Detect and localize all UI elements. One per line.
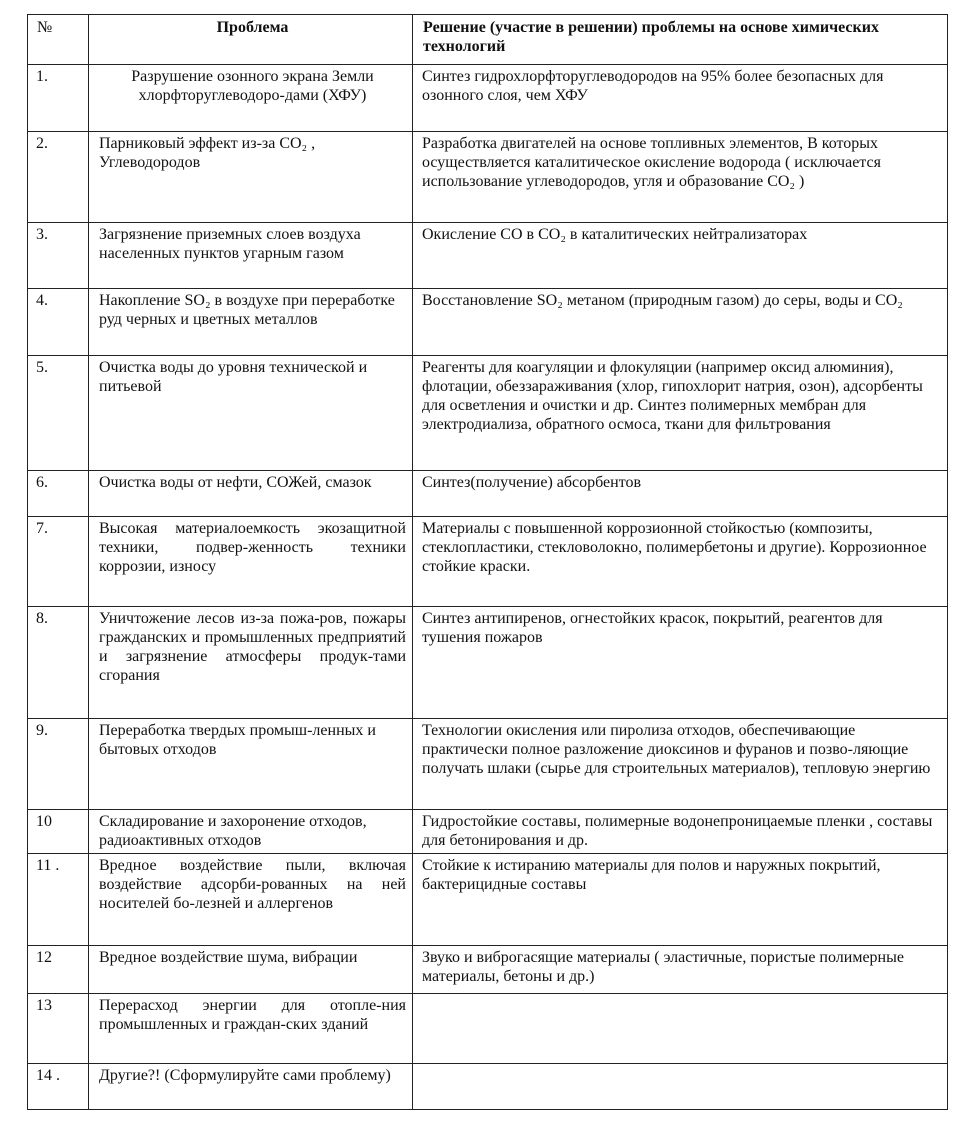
row-number: 8. (28, 607, 89, 719)
row-number: 10 (28, 810, 89, 854)
row-number: 6. (28, 471, 89, 517)
table-row (28, 854, 948, 946)
table-row (28, 65, 948, 132)
table-row (28, 994, 948, 1064)
row-solution: Синтез антипиренов, огнестойких красок, покрытий, реагентов для тушения пожаров (413, 607, 948, 719)
row-problem: Другие?! (Сформулируйте сами проблему) (89, 1064, 413, 1110)
row-solution: Материалы с повышенной коррозионной стойкостью (композиты, стеклопластики, стекловолокно, полимербетоны и другие). Коррозионное стойкие краски. (413, 517, 948, 607)
table-row (28, 289, 948, 356)
row-solution: Окисление CO в CO₂ в каталитических нейтрализаторах (413, 223, 948, 289)
row-number: 9. (28, 719, 89, 810)
header-row (28, 15, 948, 65)
row-problem: Складирование и захоронение отходов, радиоактивных отходов (89, 810, 413, 854)
row-number: 14 . (28, 1064, 89, 1110)
row-problem: Очистка воды от нефти, СОЖей, смазок (89, 471, 413, 517)
table-row (28, 810, 948, 854)
row-problem: Очистка воды до уровня технической и питьевой (89, 356, 413, 471)
row-number: 4. (28, 289, 89, 356)
row-problem: Высокая материалоемкость экозащитной техники, подвер-женность техники коррозии, износу (89, 517, 413, 607)
row-problem: Вредное воздействие шума, вибрации (89, 946, 413, 994)
table-row (28, 223, 948, 289)
table-row (28, 132, 948, 223)
row-problem: Накопление SO₂ в воздухе при переработке руд черных и цветных металлов (89, 289, 413, 356)
row-solution: Технологии окисления или пиролиза отходов, обеспечивающие практически полное разложение диоксинов и фуранов и позво-ляющие получать шлаки (сырье для строительных материалов), тепловую энергию (413, 719, 948, 810)
row-solution: Синтез(получение) абсорбентов (413, 471, 948, 517)
row-number: 13 (28, 994, 89, 1064)
row-problem: Перерасход энергии для отопле-ния промышленных и граждан-ских зданий (89, 994, 413, 1064)
header-solution: Решение (участие в решении) проблемы на основе химических технологий (413, 15, 948, 65)
header-problem: Проблема (89, 15, 413, 65)
table-row (28, 517, 948, 607)
row-solution: Синтез гидрохлорфторуглеводородов на 95% более безопасных для озонного слоя, чем ХФУ (413, 65, 948, 132)
document-page (27, 14, 947, 1110)
table-row (28, 946, 948, 994)
row-solution: Разработка двигателей на основе топливных элементов, В которых осуществляется каталитическое окисление водорода ( исключается использование углеводородов, угля и образование CO₂ ) (413, 132, 948, 223)
row-number: 12 (28, 946, 89, 994)
row-number: 2. (28, 132, 89, 223)
row-solution: Гидростойкие составы, полимерные водонепроницаемые пленки , составы для бетонирования и др. (413, 810, 948, 854)
table-row (28, 607, 948, 719)
row-problem: Разрушение озонного экрана Земли хлорфторуглеводоро-дами (ХФУ) (89, 65, 413, 132)
row-number: 11 . (28, 854, 89, 946)
row-number: 1. (28, 65, 89, 132)
row-number: 3. (28, 223, 89, 289)
table-row (28, 471, 948, 517)
row-problem: Загрязнение приземных слоев воздуха населенных пунктов угарным газом (89, 223, 413, 289)
row-solution (413, 994, 948, 1064)
row-number: 5. (28, 356, 89, 471)
row-solution: Звуко и виброгасящие материалы ( эластичные, пористые полимерные материалы, бетоны и др.) (413, 946, 948, 994)
row-problem: Вредное воздействие пыли, включая воздействие адсорби-рованных на ней носителей бо-лезней и аллергенов (89, 854, 413, 946)
table-row (28, 1064, 948, 1110)
row-problem: Уничтожение лесов из-за пожа-ров, пожары гражданских и промышленных предприятий и загрязнение атмосферы продук-тами сгорания (89, 607, 413, 719)
header-num: № (28, 15, 89, 65)
problems-table (27, 14, 948, 1110)
table-row (28, 356, 948, 471)
row-solution: Стойкие к истиранию материалы для полов и наружных покрытий, бактерицидные составы (413, 854, 948, 946)
row-solution: Реагенты для коагуляции и флокуляции (например оксид алюминия), флотации, обеззараживания (хлор, гипохлорит натрия, озон), адсорбенты для осветления и очистки и др. Синтез полимерных мембран для электродиализа, обратного осмоса, ткани для фильтрования (413, 356, 948, 471)
row-solution: Восстановление SO₂ метаном (природным газом) до серы, воды и CO₂ (413, 289, 948, 356)
row-problem: Переработка твердых промыш-ленных и бытовых отходов (89, 719, 413, 810)
row-solution (413, 1064, 948, 1110)
row-number: 7. (28, 517, 89, 607)
row-problem: Парниковый эффект из-за CO₂ , Углеводородов (89, 132, 413, 223)
table-row (28, 719, 948, 810)
